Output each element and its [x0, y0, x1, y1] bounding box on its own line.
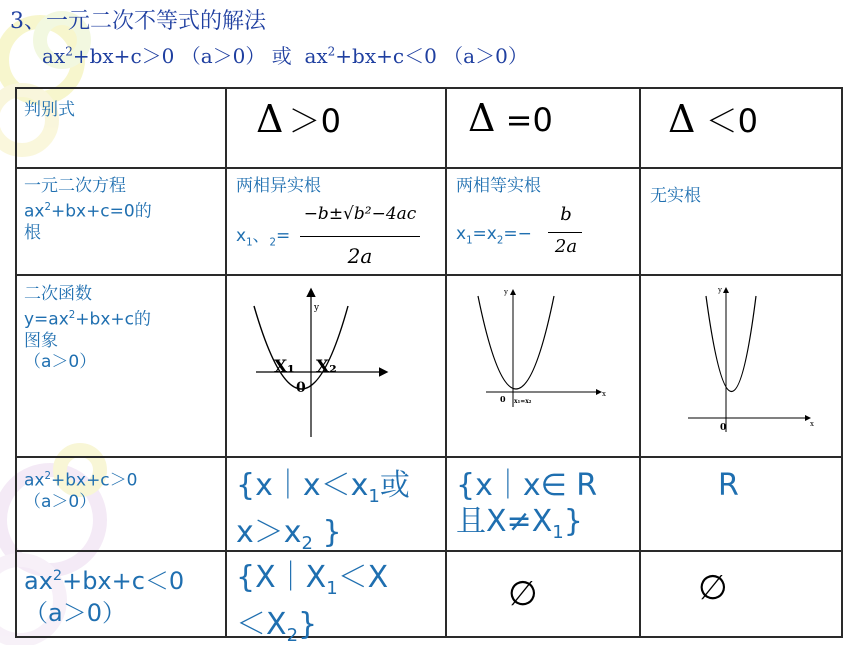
- graph-no-root: [650, 282, 836, 452]
- roots-distinct-lhs: $x_1$、$_2$=: [236, 226, 291, 249]
- lt-row-label: $ax^2+bx+c<0$ （a＞0）: [24, 567, 185, 627]
- y-axis-label: y: [718, 286, 722, 294]
- delta-negative: Δ ＜0: [668, 97, 758, 141]
- origin-label: 0: [296, 380, 306, 396]
- x-axis-label: x: [602, 390, 606, 398]
- root-x2-label: X₂: [316, 357, 337, 377]
- lt-solution-empty-none: ∅: [698, 568, 728, 608]
- gt-solution-distinct: {$x|x<x_1$或 $x>x_2$ }: [236, 468, 410, 554]
- fraction-bar-2: [548, 232, 582, 233]
- delta-positive: Δ ＞0: [256, 97, 341, 141]
- fraction-bar: [300, 236, 420, 237]
- roots-equal: 两相等实根: [456, 176, 541, 196]
- root-x1-label: X₁: [274, 357, 295, 377]
- header-label: 判别式: [24, 100, 75, 120]
- roots-distinct: 两相异实根: [236, 176, 321, 196]
- lt-solution-distinct: {$X|X_1<X$ $<X_2$}: [236, 560, 389, 646]
- page-subtitle: $ax^2+bx+c>0$ （a＞0） 或 $ax^2+bx+c<0$ （a＞0）: [42, 44, 528, 68]
- y-axis-label: y: [314, 303, 320, 313]
- page-title: 3、一元二次不等式的解法: [10, 9, 266, 34]
- origin-label: 0: [720, 423, 727, 433]
- roots-equal-denominator: 2a: [554, 236, 578, 257]
- x-axis-label: x: [810, 420, 814, 428]
- lt-solution-empty-equal: ∅: [508, 574, 538, 614]
- graph-double-root: [456, 282, 636, 452]
- equation-row-label: 一元二次方程 $ax^2+bx+c=0$的 根: [24, 176, 152, 243]
- delta-zero: Δ =0: [468, 96, 553, 140]
- roots-none: 无实根: [650, 186, 701, 206]
- gt-solution-equal: {x｜x∈ R 且$X\ne X_1$}: [456, 468, 598, 543]
- roots-distinct-numerator: −b±√b²−4ac: [303, 204, 417, 224]
- gt-solution-none: R: [718, 468, 739, 503]
- gt-row-label: $ax^2+bx+c>0$ （a＞0）: [24, 470, 138, 512]
- origin-label: 0: [500, 394, 506, 404]
- graph-two-roots: [236, 282, 436, 452]
- roots-equal-numerator: b: [560, 204, 572, 225]
- roots-distinct-denominator: 2a: [347, 244, 373, 268]
- double-root-label: x₁=x₂: [514, 398, 532, 405]
- parabola-curve: [706, 296, 756, 392]
- parabola-curve: [478, 296, 554, 389]
- y-axis-label: y: [504, 288, 508, 296]
- roots-equal-lhs: $x_1=x_2=-$: [456, 224, 532, 247]
- graph-row-label: 二次函数 $y=ax^2+bx+c$的 图象 （a＞0）: [24, 284, 151, 372]
